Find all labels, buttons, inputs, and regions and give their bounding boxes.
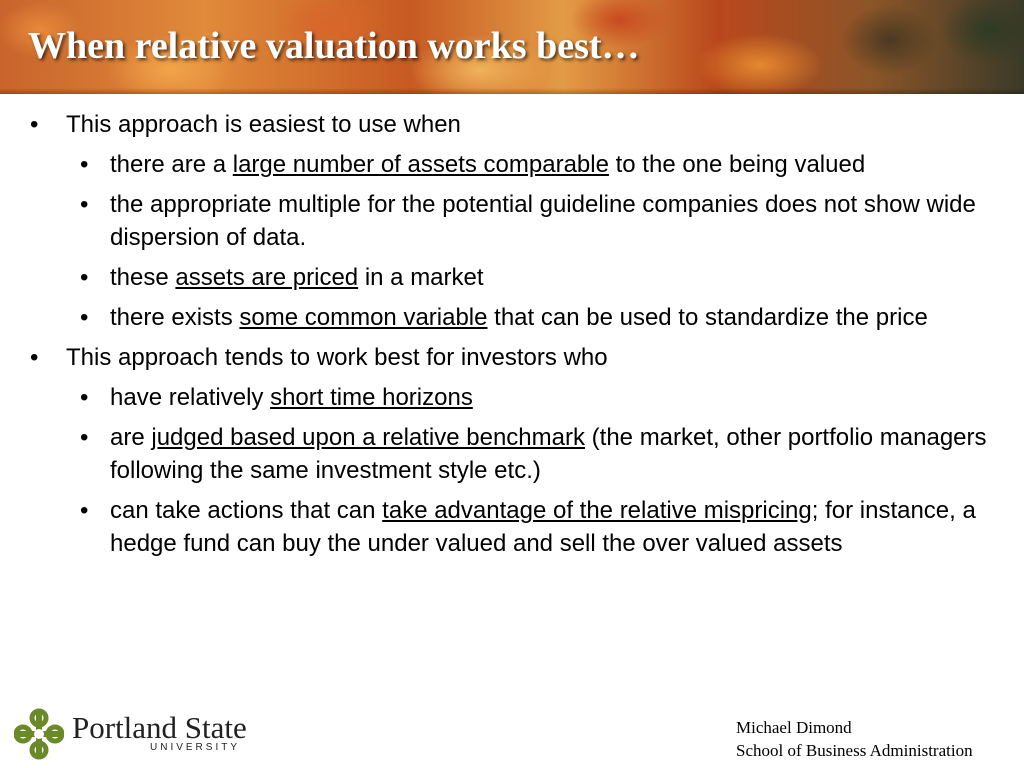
- university-subtitle: UNIVERSITY: [150, 742, 241, 753]
- university-name: Portland State: [72, 710, 247, 745]
- level2-bullet: [0, 494, 1024, 560]
- title-banner: [0, 0, 1024, 94]
- school-name: School of Business Administration: [736, 741, 973, 760]
- emphasized-text: assets are priced: [175, 264, 359, 291]
- bullet-text: (the market, other portfolio managers following the same investment style etc.): [110, 424, 987, 484]
- bullet-marker: •: [80, 264, 89, 291]
- emphasized-text: take advantage of the relative mispricing: [382, 497, 812, 524]
- bullet-text: in a market: [358, 264, 484, 291]
- level1-text: This approach tends to work best for investors who: [66, 344, 608, 371]
- bullet-text: the appropriate multiple for the potential guideline companies does not show wide dispersion of data.: [110, 191, 976, 251]
- level1-bullet: [0, 108, 1024, 141]
- bullet-marker: •: [80, 424, 89, 451]
- bullet-marker: •: [80, 384, 89, 411]
- bullet-text: there are a: [110, 151, 233, 178]
- level2-bullet: [0, 188, 1024, 254]
- bullet-marker: •: [30, 344, 39, 371]
- level2-bullet: [0, 148, 1024, 181]
- level1-text: This approach is easiest to use when: [66, 111, 461, 138]
- level2-bullet: [0, 301, 1024, 334]
- slide-content: [0, 108, 1024, 567]
- bullet-text: to the one being valued: [608, 151, 866, 178]
- emphasized-text: large number of assets comparable: [232, 151, 609, 178]
- level2-bullet: [0, 421, 1024, 487]
- bullet-text: these: [110, 264, 176, 291]
- bullet-text: can take actions that can: [110, 497, 383, 524]
- bullet-marker: •: [80, 151, 89, 178]
- bullet-marker: •: [80, 497, 89, 524]
- emphasized-text: short time horizons: [270, 384, 473, 411]
- emphasized-text: some common variable: [239, 304, 488, 331]
- slide-title: When relative valuation works best…: [28, 25, 640, 67]
- psu-emblem-icon: [14, 708, 64, 760]
- footer-credit: [736, 716, 973, 762]
- emphasized-text: judged based upon a relative benchmark: [151, 424, 585, 451]
- bullet-text: are: [110, 424, 152, 451]
- level2-bullet: [0, 381, 1024, 414]
- bullet-text: there exists: [110, 304, 240, 331]
- level2-bullet: [0, 261, 1024, 294]
- bullet-marker: •: [30, 111, 39, 138]
- author-name: Michael Dimond: [736, 718, 852, 737]
- bullet-marker: •: [80, 304, 89, 331]
- bullet-marker: •: [80, 191, 89, 218]
- bullet-text: that can be used to standardize the price: [487, 304, 928, 331]
- bullet-text: ; for instance, a hedge fund can buy the under valued and sell the over valued assets: [110, 497, 976, 557]
- bullet-text: have relatively: [110, 384, 271, 411]
- level1-bullet: [0, 341, 1024, 374]
